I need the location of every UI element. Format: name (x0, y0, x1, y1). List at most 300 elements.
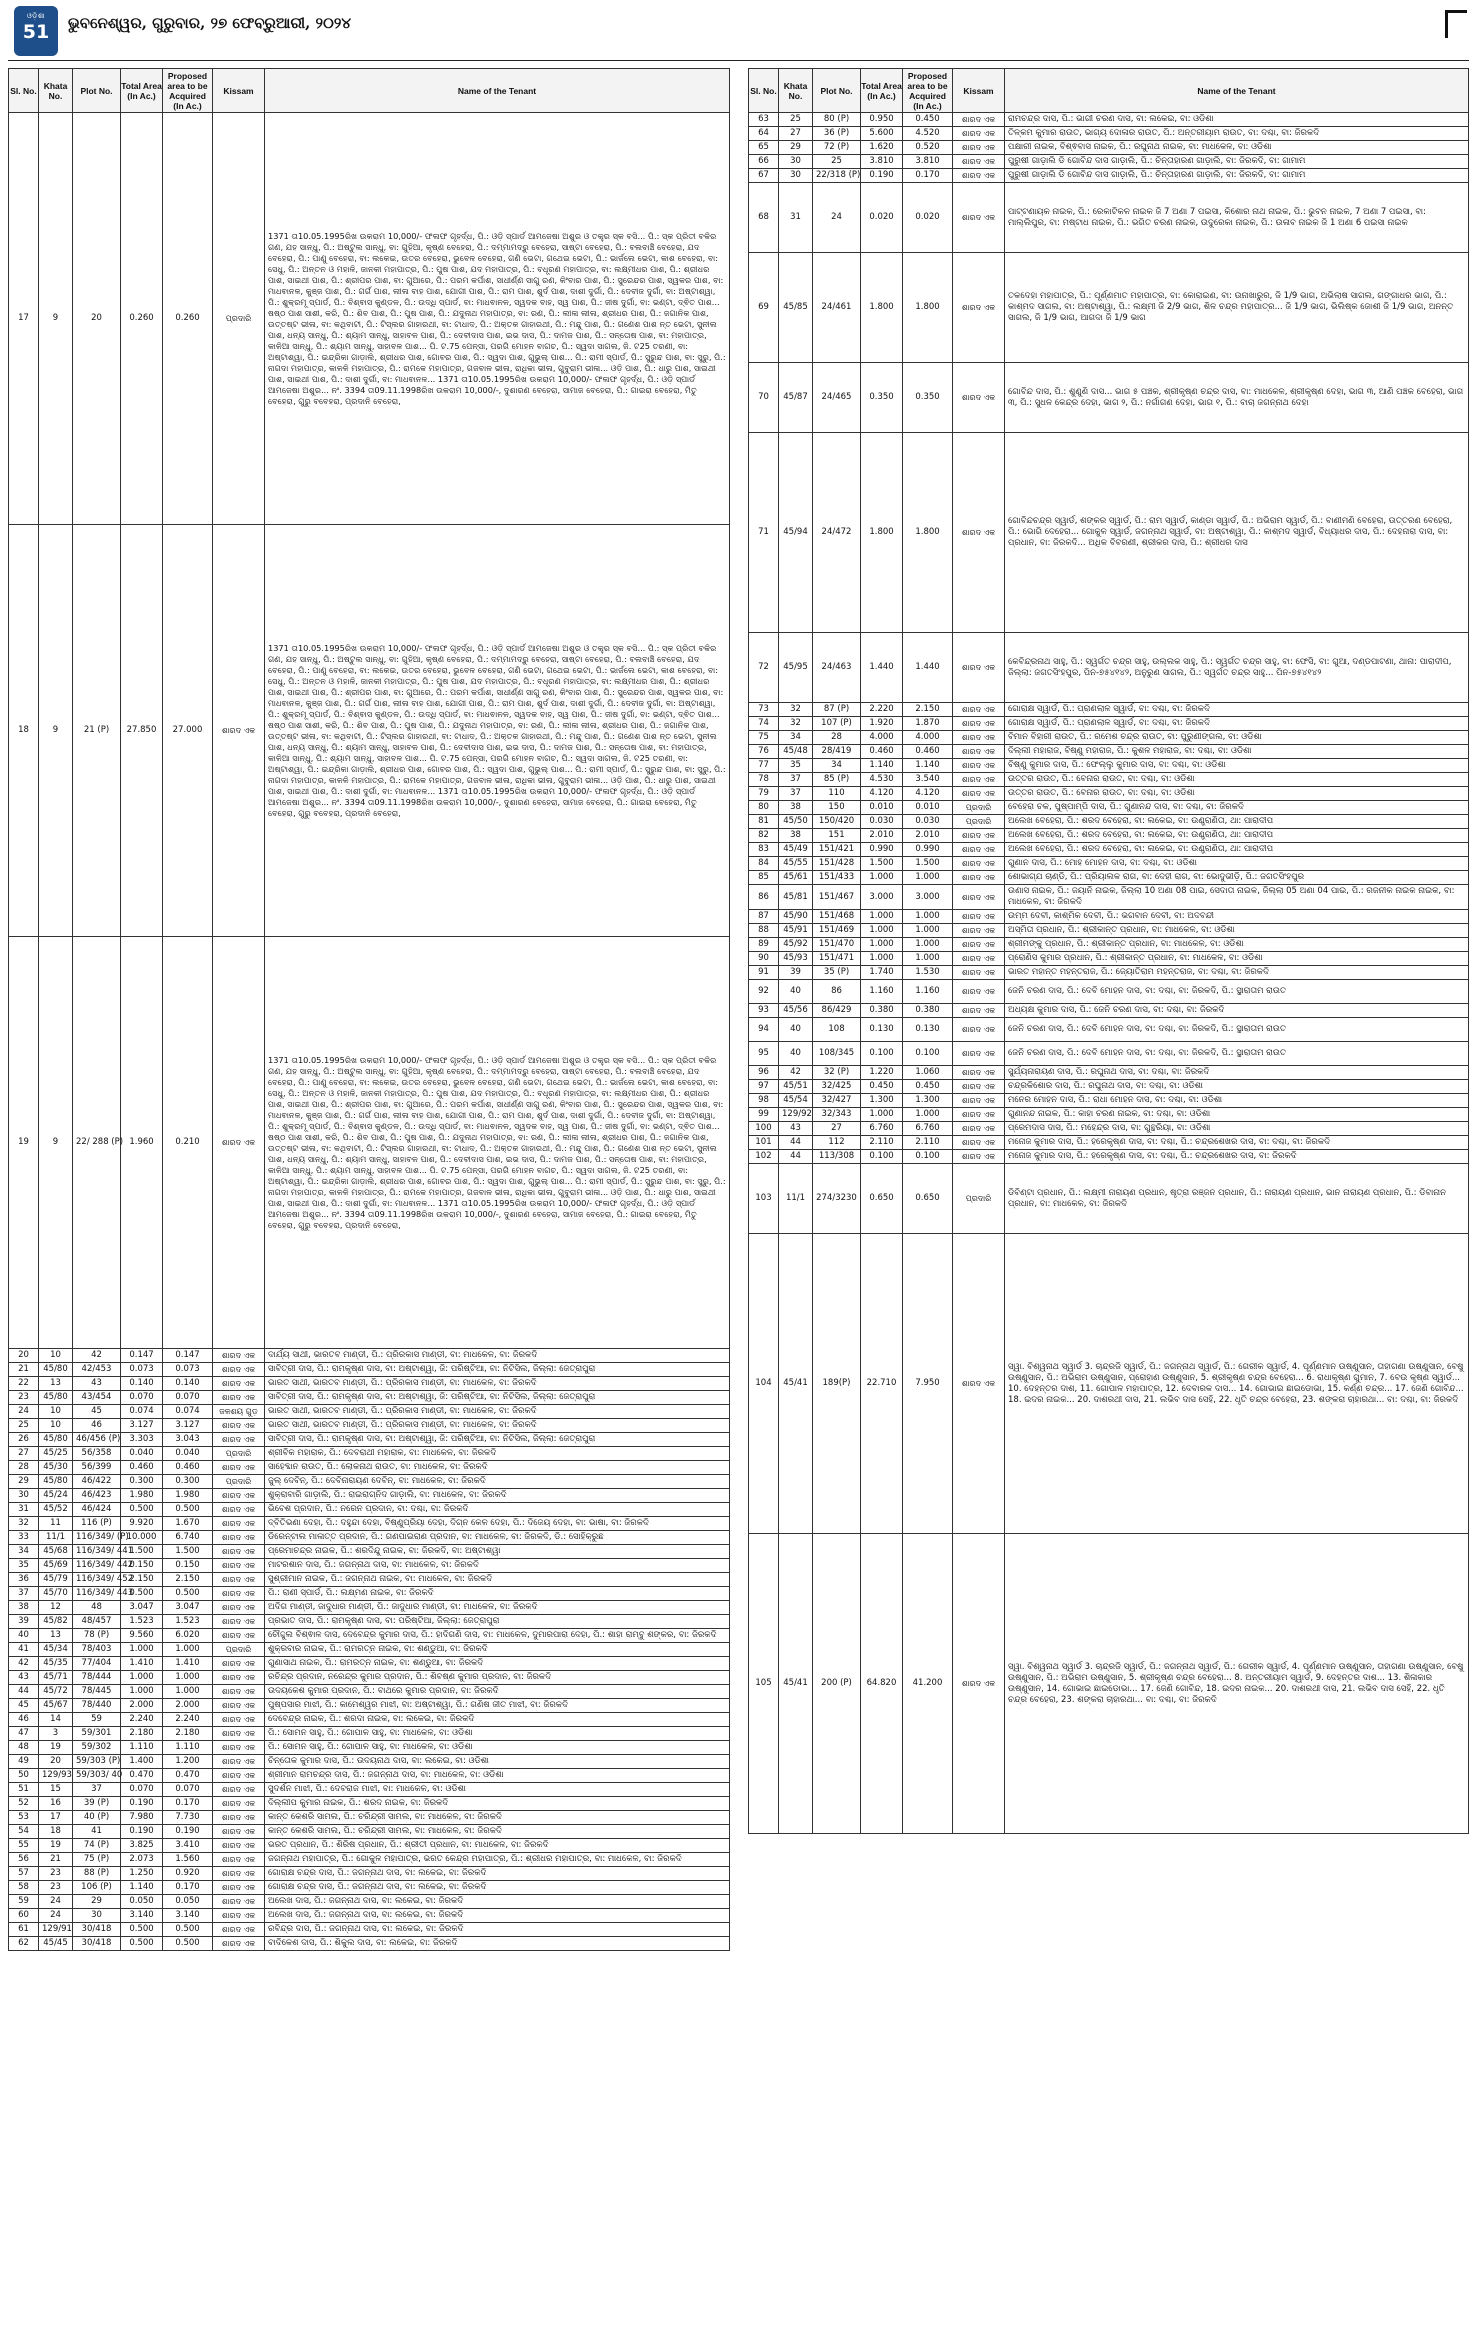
cell-proposed-area: 0.140 (163, 1377, 213, 1391)
cell-plot-no: 200 (P) (813, 1534, 861, 1834)
cell-kissam: ଶାରଦ ଏକ (213, 1867, 265, 1881)
cell-khata-no: 45/79 (39, 1573, 73, 1587)
cell-tenant-name: ପ୍ରୋଣିସ କୁମାର ପ୍ରଧାନ, ପି.: ଶ୍ରୀକାନ୍ତ ପ୍ରଧାନ, ବା: ମାଧକେଳ, ବା: ଓଡିଶା (1005, 952, 1469, 966)
cell-tenant-name: ଜଗନ୍ନାଥ ମହାପାତ୍ର, ପି.: ଗୋକୁଳ ମହାପାତ୍ର, ଭରତ କେନ୍ଦ୍ର ମହାପାତ୍ର, ପି.: ଶ୍ରୀଧର ମହାପାତ୍ର, ବା: ମାଧକେଳ, ବା: ଜିରକଦି (265, 1853, 730, 1867)
cell-khata-no: 45/80 (39, 1475, 73, 1489)
cell-proposed-area: 0.170 (163, 1797, 213, 1811)
cell-sl-no: 89 (749, 938, 779, 952)
cell-total-area: 1.220 (861, 1066, 903, 1080)
cell-kissam: ଶାରଦ ଏକ (953, 1018, 1005, 1042)
cell-khata-no: 11 (39, 1517, 73, 1531)
cell-kissam: ଶାରଦ ଏକ (213, 1489, 265, 1503)
cell-kissam: ଶାରଦ ଏକ (213, 937, 265, 1349)
cell-proposed-area: 4.120 (903, 787, 953, 801)
cell-total-area: 0.074 (121, 1405, 163, 1419)
cell-tenant-name: ଦ୍ବିତିଭଣା ଦେହା, ପି.: ଦହୁନ୍ଦା ଦେହା, ବିଷ୍ଣୁପ୍ରିୟା ଦେହା, ଦିଗ୍ନ କେଳ ଦେହା, ପି.: ଦିଜେୟ ଦେହା, ବା: ଭାଷା, ବା: ଜିରକଦି (265, 1517, 730, 1531)
cell-proposed-area: 0.050 (163, 1895, 213, 1909)
cell-tenant-name: ସ୍ୱା. ବିଶ୍ୱନାଥ ସ୍ୱାର୍ଡ 3. ଚାନ୍ଦ୍ରଜି ସ୍ୱାର୍ଡ, ପି.: ଜଗନ୍ନାଥ ସ୍ୱାର୍ଡ, ପି.: ଗେରୀକ ସ୍ୱାର୍ଡ, 4. ପୂର୍ଣ୍ଣମାନ ଉଷ୍ଣୁସାନ, ତାହାଗଣା ଉଷ୍ଣୁସାନ, ବେଷୁ ଉଷ୍ଣୁସାନ, ପି.: ଅଭିରାମ ଉଷ୍ଣୁସାନ, ପ୍ରୋହାଣ ଉଷ୍ଣୁସାନ, 5. ଶ୍ରୀକୃଷ୍ଣ ଚନ୍ଦ୍ର ବେହେରା... 6. ରାଧାକୃଷ୍ଣ ଗୁମାନ, 7. ବେଉ କୃଷ୍ଣ ସ୍ୱାର୍ଡ... 10. ଦେହନ୍ତର ଦାଶ, 11. ଗୋପାଳ ମହାପାତ୍ର, 12. ଦେବାରକ ଦାସ... 14. ଗୋଭାଇ ଛାଇଡୋଭା, 15. କର୍ଣ୍ଣ ଚନ୍ଦ୍ର... 17. ଜେଣି ଗୋବିନ୍ଦ... 18. ଇଦର ନାଇକ... 20. ଦାଶରଥୀ ଦାସ, 21. ଲଭିବ ଦାସ ସେହି, 22. ଧୃତି ଚନ୍ଦ୍ର ବେହେରା, 23. ଶଙ୍କରା ଚାହାରଥା... ବା: ଦଶ୍ଚା, ବା: ଜିରକଦି (1005, 1234, 1469, 1534)
cell-tenant-name: ଦେବେନ୍ଦ୍ର ନାଇକ, ପି.: ଶରଦା ନାଇକ, ବା: ଲକେଇ, ବା: ଜିରକଦି (265, 1713, 730, 1727)
cell-khata-no: 34 (779, 731, 813, 745)
cell-total-area: 0.070 (121, 1783, 163, 1797)
cell-total-area: 1.440 (861, 633, 903, 703)
cell-total-area: 3.303 (121, 1433, 163, 1447)
cell-plot-no: 24 (813, 183, 861, 253)
table-row (9, 1895, 730, 1909)
cell-khata-no: 45/52 (39, 1503, 73, 1517)
cell-total-area: 10.000 (121, 1531, 163, 1545)
cell-total-area: 0.460 (121, 1461, 163, 1475)
cell-khata-no: 37 (779, 773, 813, 787)
table-row (9, 1685, 730, 1699)
cell-khata-no: 45/92 (779, 938, 813, 952)
cell-kissam: ଶାରଦ ଏକ (953, 759, 1005, 773)
cell-total-area: 2.000 (121, 1699, 163, 1713)
cell-plot-no: 46/424 (73, 1503, 121, 1517)
table-row (9, 1601, 730, 1615)
cell-khata-no: 40 (779, 1042, 813, 1066)
table-row (9, 1587, 730, 1601)
cell-kissam: ଶାରଦ ଏକ (213, 1713, 265, 1727)
cell-sl-no: 40 (9, 1629, 39, 1643)
cell-plot-no: 72 (P) (813, 141, 861, 155)
cell-khata-no: 19 (39, 1741, 73, 1755)
cell-proposed-area: 3.540 (903, 773, 953, 787)
cell-kissam: ଶାରଦ ଏକ (213, 1937, 265, 1951)
cell-tenant-name: 1371 ତା10.05.1995ରିଖ ଉକରାମ 10,000/- ଫଳାଫ ଗୃହର୍ଦ୍ଧ, ପି.: ଓଡ଼ି ସ୍ପାର୍ଡ ଆମଜେଷା ଅଶୁର ଓ ତକ୍ତ୍ର ସ୍କ ବସି... ପି.: ସ୍କ ପ୍ରିତୀ ବକିର ଗଣ, ଯହ ସାନ୍ଧୁ, ପି.: ଅଷ୍ଟୁଲ ସାନ୍ଧୁ, ବା: ଗୁହିଆ, କୃଷ୍ଣ ବେହେରା, ପି.: ଦମ୍ମାମଦ୍ରୁ ବେହେରା, ସାଷ୍ଟା ବେହେରା, ପି.: ବଲବାଞ୍ଚି ବେହେରା, ଯଦ ବେହେରା, ପି.: ପାଣୁ ବେହେରା, ବା: ଲକେଇ, ଉତର ବେହେରା, ଭୁବେଳ ବେହେରା, ଗଣି ଭେଟା, ଗଥେଇ ଭେଟା, ପି.: ଭାର୍ଜଲେ ଭେଟା, କାଶ ବେହେରା, ବା: ସେଧୁ, ପି.: ଅନ୍ତନ ଓ ମହାଳି, ଜାନକୀ ମହାପାତ୍ର, ପି.: ପୁଷ ପାଶ, ଯଦ ମହାପାତ୍ର, ପି.: ବଧୂରଣ ମହାପାତ୍ର, ବା: ଲକ୍ଷ୍ମୀଧର ପାଶ, ପି.: ଶ୍ରୀଧର ପାଶ, ସାଇଥୀ ପାଶ, ପି.: ଶ୍ରୀପର ପାଶ, ବା: ଗୁଆରେ, ପି.: ପରମ କର୍ପାଶ, ସାଧୀର୍ଣ୍ଣ ସାଗୁ ରଣ, କିଂବାର ପାଶ, ପି.: ସୁରେନ୍ଦର ପାଶ, ସ୍ୱକର ପାଶ, ବା: ମାଧଵାନଳ, କୁଞ୍ଜ ପାଶ, ପି.: ଗର୍ଗ ପାଶ, ଲୀଳା ବାହ ପାଶ, ଯୋଗୀ ପାଶ, ପି.: ରାମ ପାଶ, ଶୁର୍ଦ ପାଶ, ଦାଶୀ ଦୁର୍ଗା, ପି.: ଦେବୀଜ ଦୁର୍ଗା, ବା: ଅଷ୍ଟାଶ୍ୱା, ପି.: ଶୁକ୍ରମୂ ସ୍ପାର୍ଡ, ପି.: ବିଶ୍ଵାସ କୁଣ୍ଡଳ, ପି.: ଉଦ୍ଧି ସ୍ପାର୍ଡ, ବା: ମାଧଵାନଳ, ସ୍ୱଦକ ବାହ, ସ୍ୱ ପାଶ, ପି.: ଜୀଷ ଦୁର୍ଗା, ବା: ଭଣ୍ଟା, ଦ୍ଵିତ ପାଶ... ଷଷ୍ଠ ପାଶ ସାଶୀ, କରି, ପି.: ଶିବ ପାଶ, ପି.: ପୁଷ ପାଶ, ପି.: ଯଦୁନାଥ ମହାପାତ୍ର, ବା: ରଣ, ପି.: ଲୀଳା ଲୀଳା, ଶ୍ରୀଧର ପାଶ, ପି.: ଜଗାନିକ ପାଶ, ଉତ୍ତଷ୍ଟ ଭୀଳା, ବା: କଥିବାଟୀ, ପି.: ଟିସ୍ଲର ଗାହାରଥୀ, ବା: ଟାଧାଦ, ପି.: ଅକ୍ତକ ଗାହାରଥୀ, ପି.: ମନ୍ଦୁ ପାଶ, ପି.: ଗଣେଶ ପାଶ ନ୍ତ ଭେଟା, ସୁନୀଲ ପାଶ, ଧନ୍ୟ ସାନ୍ଧୁ, ପି.: ଶ୍ୟାମ ସାନ୍ଧୁ, ସାହାବଳ ପାଶ, ପି.: ଦେବୀଦାସ ପାଶ, ଇଭ ଦାସ, ପି.: ଦାମଜ ପାଶ, ପି.: ସନ୍ତୋଷ ପାଶ, ବା: ମହାପାତ୍ର, କାଳିଆ ସାନ୍ଧୁ, ପି.: ଶ୍ୟାମ ସାନ୍ଧୁ, ସାହାବଳ ପାଶ... ପି. ଟ.75 ପେନ୍ସା, ପରଗି ମୋହନ ବାଗଚ, ପି.: ସ୍ୱଦା ସାଗଲ, ଜି. ଟ25 ତରଣୀ, ବା: ଅଷ୍ଟାଶ୍ୱା, ପି.: ଇନ୍ଦ୍ରିକା ଗାଡ଼ାଲି, ଶ୍ରୀଧର ପାଶ, ଗୋବର ପାଶ, ପି.: ସ୍ୱଦା ପାଶ, ଗୁଭୁଲ୍ ପାଶ... ପି.: ରାମୀ ସ୍ପାର୍ଡ, ପି.: ସୁରୁନ୍ଦ ପାଶ, ବା: ସୁରୁ, ପି.: ନାଗଦା ମହାପାତ୍ର, କାଳଳି ମହାପାତ୍ର, ପି.: ରାମକେ ମହାପାତ୍ର, ଗଜବାଳ ଭୀଳା, ରାଧିକା ଭୀଳା, ଗୁବୁରାମ ଭୀଳା... ଓଡ଼ି ପାଶ, ପି.: ଧାରୁ ପାଶ, ସାଇଥୀ ପାଶ, ସାଇଥୀ ପାଶ, ପି.: ଦାଶୀ ଦୁର୍ଗା, ବା: ମାଧଵାନଳ... 1371 ତା10.05.1995ରିଖ ଉକରାମ 10,000/- ଫଳାଫ ଗୃହର୍ଦ୍ଧ, ପି.: ଓଡ଼ି ସ୍ପାର୍ଡ ଆମଜେଷା ଅଶୁର... ନଂ. 3394 ତା09.11.1998ରିଖ ଉକରାମ 10,000/-, ଦୁଶାରଣ ବେହେରା, ସାମାଜ ବେହେରା, ପି.: ଗାଇରା ବେହେରା, ମିତୁ ବେହେରା, ଗୁରୁ ବବେହରା, ପ୍ରଦାନି ବେହେରା, (265, 525, 730, 937)
cell-khata-no: 10 (39, 1419, 73, 1433)
cell-total-area: 1.500 (121, 1545, 163, 1559)
cell-plot-no: 151/433 (813, 871, 861, 885)
cell-khata-no: 23 (39, 1867, 73, 1881)
cell-total-area: 1.000 (861, 1108, 903, 1122)
cell-sl-no: 21 (9, 1363, 39, 1377)
cell-tenant-name: ମାଟରଶାନ ଦାସ, ପି.: ଜଗନ୍ନାଥ ଦାସ, ବା: ମାଧକେଳ, ବା: ଜିରକଦି (265, 1559, 730, 1573)
dateline: ଭୁବନେଶ୍ୱର, ଗୁରୁବାର, ୨୭ ଫେବ୍ରୁଆରୀ, ୨୦୨୪ (68, 14, 351, 32)
cell-kissam: ଶାରଦ ଏକ (953, 966, 1005, 980)
cell-tenant-name: ଭାରତ ସାଥୀ, ଭାରତବ ମାଣ୍ଡୀ, ପି.: ପ୍ରିରକାସ ମାଣ୍ଡୀ, ବା: ମାଧକେଳ, ବା: ଜିରକଦି (265, 1377, 730, 1391)
cell-plot-no: 59/303 (P) (73, 1755, 121, 1769)
cell-proposed-area: 2.180 (163, 1727, 213, 1741)
cell-tenant-name: ଗୁଣାସାଥ ନାଇକ, ପି.: ରାମରତ୍ନ ନାଇକ, ବା: ଶଣ୍ଡୁଆ, ବା: ଜିରକଦି (265, 1657, 730, 1671)
cell-tenant-name: ରାମଚନ୍ଦ୍ର ଦାସ, ପି.: ଭାଗୀ ଚରଣ ଦାସ, ବା: ଲକେଇ, ବା: ଓଡିଶା (1005, 113, 1469, 127)
cell-total-area: 3.140 (121, 1909, 163, 1923)
table-row (749, 1234, 1469, 1534)
cell-proposed-area: 1.000 (163, 1671, 213, 1685)
cell-proposed-area: 1.980 (163, 1489, 213, 1503)
cell-proposed-area: 6.020 (163, 1629, 213, 1643)
table-row (749, 1136, 1469, 1150)
cell-sl-no: 80 (749, 801, 779, 815)
table-row (9, 1643, 730, 1657)
table-row (9, 1741, 730, 1755)
cell-proposed-area: 1.800 (903, 433, 953, 633)
cell-sl-no: 49 (9, 1755, 39, 1769)
cell-tenant-name: 1371 ତା10.05.1995ରିଖ ଉକରାମ 10,000/- ଫଳାଫ ଗୃହର୍ଦ୍ଧ, ପି.: ଓଡ଼ି ସ୍ପାର୍ଡ ଆମଜେଷା ଅଶୁର ଓ ତକ୍ତ୍ର ସ୍କ ବସି... ପି.: ସ୍କ ପ୍ରିତୀ ବକିର ଗଣ, ଯହ ସାନ୍ଧୁ, ପି.: ଅଷ୍ଟୁଲ ସାନ୍ଧୁ, ବା: ଗୁହିଆ, କୃଷ୍ଣ ବେହେରା, ପି.: ଦମ୍ମାମଦ୍ରୁ ବେହେରା, ସାଷ୍ଟା ବେହେରା, ପି.: ବଲବାଞ୍ଚି ବେହେରା, ଯଦ ବେହେରା, ପି.: ପାଣୁ ବେହେରା, ବା: ଲକେଇ, ଉତର ବେହେରା, ଭୁବେଳ ବେହେରା, ଗଣି ଭେଟା, ଗଥେଇ ଭେଟା, ପି.: ଭାର୍ଜଲେ ଭେଟା, କାଶ ବେହେରା, ବା: ସେଧୁ, ପି.: ଅନ୍ତନ ଓ ମହାଳି, ଜାନକୀ ମହାପାତ୍ର, ପି.: ପୁଷ ପାଶ, ଯଦ ମହାପାତ୍ର, ପି.: ବଧୂରଣ ମହାପାତ୍ର, ବା: ଲକ୍ଷ୍ମୀଧର ପାଶ, ପି.: ଶ୍ରୀଧର ପାଶ, ସାଇଥୀ ପାଶ, ପି.: ଶ୍ରୀପର ପାଶ, ବା: ଗୁଆରେ, ପି.: ପରମ କର୍ପାଶ, ସାଧୀର୍ଣ୍ଣ ସାଗୁ ରଣ, କିଂବାର ପାଶ, ପି.: ସୁରେନ୍ଦର ପାଶ, ସ୍ୱକର ପାଶ, ବା: ମାଧଵାନଳ, କୁଞ୍ଜ ପାଶ, ପି.: ଗର୍ଗ ପାଶ, ଲୀଳା ବାହ ପାଶ, ଯୋଗୀ ପାଶ, ପି.: ରାମ ପାଶ, ଶୁର୍ଦ ପାଶ, ଦାଶୀ ଦୁର୍ଗା, ପି.: ଦେବୀଜ ଦୁର୍ଗା, ବା: ଅଷ୍ଟାଶ୍ୱା, ପି.: ଶୁକ୍ରମୂ ସ୍ପାର୍ଡ, ପି.: ବିଶ୍ଵାସ କୁଣ୍ଡଳ, ପି.: ଉଦ୍ଧି ସ୍ପାର୍ଡ, ବା: ମାଧଵାନଳ, ସ୍ୱଦକ ବାହ, ସ୍ୱ ପାଶ, ପି.: ଜୀଷ ଦୁର୍ଗା, ବା: ଭଣ୍ଟା, ଦ୍ଵିତ ପାଶ... ଷଷ୍ଠ ପାଶ ସାଶୀ, କରି, ପି.: ଶିବ ପାଶ, ପି.: ପୁଷ ପାଶ, ପି.: ଯଦୁନାଥ ମହାପାତ୍ର, ବା: ରଣ, ପି.: ଲୀଳା ଲୀଳା, ଶ୍ରୀଧର ପାଶ, ପି.: ଜଗାନିକ ପାଶ, ଉତ୍ତଷ୍ଟ ଭୀଳା, ବା: କଥିବାଟୀ, ପି.: ଟିସ୍ଲର ଗାହାରଥୀ, ବା: ଟାଧାଦ, ପି.: ଅକ୍ତକ ଗାହାରଥୀ, ପି.: ମନ୍ଦୁ ପାଶ, ପି.: ଗଣେଶ ପାଶ ନ୍ତ ଭେଟା, ସୁନୀଲ ପାଶ, ଧନ୍ୟ ସାନ୍ଧୁ, ପି.: ଶ୍ୟାମ ସାନ୍ଧୁ, ସାହାବଳ ପାଶ, ପି.: ଦେବୀଦାସ ପାଶ, ଇଭ ଦାସ, ପି.: ଦାମଜ ପାଶ, ପି.: ସନ୍ତୋଷ ପାଶ, ବା: ମହାପାତ୍ର, କାଳିଆ ସାନ୍ଧୁ, ପି.: ଶ୍ୟାମ ସାନ୍ଧୁ, ସାହାବଳ ପାଶ... ପି. ଟ.75 ପେନ୍ସା, ପରଗି ମୋହନ ବାଗଚ, ପି.: ସ୍ୱଦା ସାଗଲ, ଜି. ଟ25 ତରଣୀ, ବା: ଅଷ୍ଟାଶ୍ୱା, ପି.: ଇନ୍ଦ୍ରିକା ଗାଡ଼ାଲି, ଶ୍ରୀଧର ପାଶ, ଗୋବର ପାଶ, ପି.: ସ୍ୱଦା ପାଶ, ଗୁଭୁଲ୍ ପାଶ... ପି.: ରାମୀ ସ୍ପାର୍ଡ, ପି.: ସୁରୁନ୍ଦ ପାଶ, ବା: ସୁରୁ, ପି.: ନାଗଦା ମହାପାତ୍ର, କାଳଳି ମହାପାତ୍ର, ପି.: ରାମକେ ମହାପାତ୍ର, ଗଜବାଳ ଭୀଳା, ରାଧିକା ଭୀଳା, ଗୁବୁରାମ ଭୀଳା... ଓଡ଼ି ପାଶ, ପି.: ଧାରୁ ପାଶ, ସାଇଥୀ ପାଶ, ସାଇଥୀ ପାଶ, ପି.: ଦାଶୀ ଦୁର୍ଗା, ବା: ମାଧଵାନଳ... 1371 ତା10.05.1995ରିଖ ଉକରାମ 10,000/- ଫଳାଫ ଗୃହର୍ଦ୍ଧ, ପି.: ଓଡ଼ି ସ୍ପାର୍ଡ ଆମଜେଷା ଅଶୁର... ନଂ. 3394 ତା09.11.1998ରିଖ ଉକରାମ 10,000/-, ଦୁଶାରଣ ବେହେରା, ସାମାଜ ବେହେରା, ପି.: ଗାଇରା ବେହେରା, ମିତୁ ବେହେରା, ଗୁରୁ ବବେହରା, ପ୍ରଦାନି ବେହେରା, (265, 113, 730, 525)
cell-plot-no: 32/343 (813, 1108, 861, 1122)
cell-khata-no: 45/95 (779, 633, 813, 703)
cell-sl-no: 96 (749, 1066, 779, 1080)
cell-plot-no: 150/420 (813, 815, 861, 829)
cell-kissam: ଶାରଦ ଏକ (213, 1363, 265, 1377)
cell-tenant-name: ମନୋଜ କୁମାର ଦାସ, ପି.: ହରେକୃଷ୍ଣ ଦାସ, ବା: ଦଶ୍ଚା, ପି.: ଚନ୍ଦ୍ରଶେଖର ଦାସ, ବା: ଜିରକଦି (1005, 1150, 1469, 1164)
cell-kissam: ଶାରଦ ଏକ (213, 1503, 265, 1517)
cell-tenant-name: ପ୍ରେମଦାସ ଦାସ, ପି.: ମହେନ୍ଦ୍ର ଦାସ, ବା: ଗୁନ୍ଥରିୟା, ବା: ଓଡିଶା (1005, 1122, 1469, 1136)
cell-plot-no: 24/461 (813, 253, 861, 363)
cell-plot-no: 116/349/ 452 (73, 1573, 121, 1587)
cell-plot-no: 78/440 (73, 1699, 121, 1713)
table-row (749, 717, 1469, 731)
cell-tenant-name: କାନ୍ତ କେଶରି ସାମଲ, ପି.: ଚରିନ୍ଦ୍ରୀ ସାମଲ, ବା: ମାଧକେଳ, ବା: ଜିରକଦି (265, 1825, 730, 1839)
cell-proposed-area: 41.200 (903, 1534, 953, 1834)
table-row (749, 1018, 1469, 1042)
table-row (9, 1405, 730, 1419)
cell-plot-no: 24/465 (813, 363, 861, 433)
cell-khata-no: 30 (779, 169, 813, 183)
cell-total-area: 0.100 (861, 1150, 903, 1164)
table-row (749, 155, 1469, 169)
cell-khata-no: 45/68 (39, 1545, 73, 1559)
cell-kissam: ଶାରଦ ଏକ (953, 980, 1005, 1004)
cell-sl-no: 24 (9, 1405, 39, 1419)
cell-proposed-area: 0.500 (163, 1503, 213, 1517)
cell-plot-no: 113/308 (813, 1150, 861, 1164)
table-row (749, 731, 1469, 745)
table-row (749, 787, 1469, 801)
cell-plot-no: 20 (73, 113, 121, 525)
cell-tenant-name: ଜେନି ଚରଣ ଦାସ, ପି.: ଦେବି ମୋହନ ଦାସ, ବା: ଦଶ୍ଚା, ବା: ଜିରକଦି, ପି.: ସ୍ଥାରାତାମ ରାଉତ (1005, 1042, 1469, 1066)
table-row (9, 1629, 730, 1643)
cell-kissam: ଶାରଦ ଏକ (953, 924, 1005, 938)
cell-plot-no: 41 (73, 1825, 121, 1839)
cell-tenant-name: ପକ୍ଷାରୀ ନାଇକ, ବିଶ୍ଵବାସ ନାଇକ, ପି.: ରଘୁନାଥ ନାଇକ, ବା: ମାଧକେଳ, ବା: ଓଡିଶା (1005, 141, 1469, 155)
cell-total-area: 9.560 (121, 1629, 163, 1643)
cell-plot-no: 56/399 (73, 1461, 121, 1475)
cell-khata-no: 9 (39, 113, 73, 525)
cell-kissam: ଶାରଦ ଏକ (953, 703, 1005, 717)
cell-sl-no: 85 (749, 871, 779, 885)
cell-sl-no: 62 (9, 1937, 39, 1951)
cell-proposed-area: 0.074 (163, 1405, 213, 1419)
cell-plot-no: 46 (73, 1419, 121, 1433)
table-row (9, 1839, 730, 1853)
cell-kissam: ଶାରଦ ଏକ (213, 1699, 265, 1713)
cell-khata-no: 30 (779, 155, 813, 169)
cell-kissam: ଶାରଦ ଏକ (953, 1136, 1005, 1150)
cell-total-area: 0.260 (121, 113, 163, 525)
cell-kissam: ଶାରଦ ଏକ (953, 633, 1005, 703)
cell-sl-no: 28 (9, 1461, 39, 1475)
cell-total-area: 2.180 (121, 1727, 163, 1741)
cell-kissam: ଶାରଦ ଏକ (213, 1853, 265, 1867)
cell-total-area: 1.000 (121, 1643, 163, 1657)
cell-proposed-area: 1.000 (163, 1685, 213, 1699)
cell-sl-no: 22 (9, 1377, 39, 1391)
cell-plot-no: 151 (813, 829, 861, 843)
cell-kissam: ଶାରଦ ଏକ (953, 1094, 1005, 1108)
cell-total-area: 1.400 (121, 1755, 163, 1769)
cell-plot-no: 108/345 (813, 1042, 861, 1066)
cell-kissam: ଶାରଦ ଏକ (953, 1122, 1005, 1136)
cell-khata-no: 40 (779, 980, 813, 1004)
gazette-logo (14, 6, 58, 56)
cell-khata-no: 9 (39, 525, 73, 937)
cell-tenant-name: ପି.: ସୋମନ ସାହୁ, ପି.: ଗୋପାଳ ସାହୁ, ବା: ମାଧକେଳ, ବା: ଓଡିଶା (265, 1741, 730, 1755)
cell-khata-no: 10 (39, 1405, 73, 1419)
cell-plot-no: 27 (813, 1122, 861, 1136)
cell-proposed-area: 1.300 (903, 1094, 953, 1108)
cell-tenant-name: ଭାରତ ସାଥୀ, ଭାରତବ ମାଣ୍ଡୀ, ପି.: ପ୍ରିରକାସ ମାଣ୍ଡୀ, ବା: ମାଧକେଳ, ବା: ଜିରକଦି (265, 1405, 730, 1419)
cell-kissam: ଶାରଦ ଏକ (953, 433, 1005, 633)
cell-kissam: ଶାରଦ ଏକ (953, 141, 1005, 155)
cell-kissam: ଶାରଦ ଏକ (213, 525, 265, 937)
cell-proposed-area: 0.210 (163, 937, 213, 1349)
cell-sl-no: 34 (9, 1545, 39, 1559)
cell-plot-no: 110 (813, 787, 861, 801)
cell-total-area: 1.800 (861, 433, 903, 633)
table-row (9, 1755, 730, 1769)
cell-tenant-name: ଦିଲ୍ଲୀପ କୁମାର ନାଇକ, ପି.: ଶରଦ ନାଇକ, ବା: ଜିରକଦି (265, 1797, 730, 1811)
cell-tenant-name: ଜେନି ଚରଣ ଦାସ, ପି.: ଦେବି ମୋହନ ଦାସ, ବା: ଦଶ୍ଚା, ବା: ଜିରକଦି, ପି.: ସ୍ଥାରାତାମ ରାଉତ (1005, 1018, 1469, 1042)
cell-proposed-area: 1.140 (903, 759, 953, 773)
cell-tenant-name: ଗୁଣାନନ୍ଦ ନାଇକ, ପି.: କାହା ଚରଣ ନାଇକ, ବା: ଦଶ୍ଚା, ବା: ଓଡିଶା (1005, 1108, 1469, 1122)
tenant-table-left (8, 68, 730, 1951)
cell-tenant-name: ରଚିନ୍ଦ୍ର ପ୍ରଦାନ, ନରେନ୍ଦ୍ର କୁମାର ପ୍ରଦାନ, ପି.: ଶିବଷ୍ଣ କୁମାର ପ୍ରଦାନ, ବା: ଜିରକଦି (265, 1671, 730, 1685)
cell-plot-no: 78/444 (73, 1671, 121, 1685)
cell-total-area: 1.300 (861, 1094, 903, 1108)
cell-tenant-name: ଉଣାସ ନାଇକ, ପି.: ଜୟାନି ନାଇକ, ଜିଲ୍ଲା 10 ଅଣା 08 ପାଇ, ସେଦାତା ନାଇକ, ଜିଲ୍ଲା 05 ଅଣା 04 ପାଇ, ପି.: ରଜନୀକ ନାଇକ ନାଇକ, ବା: ମାଧକେଳ, ବା: ଜିରକଦି (1005, 885, 1469, 910)
cell-kissam: ଶାରଦ ଏକ (213, 1769, 265, 1783)
cell-kissam: ଶାରଦ ଏକ (953, 952, 1005, 966)
cell-sl-no: 23 (9, 1391, 39, 1405)
table-row (9, 1853, 730, 1867)
table-row (9, 1615, 730, 1629)
cell-proposed-area: 0.300 (163, 1475, 213, 1489)
cell-kissam: ଶାରଦ ଏକ (213, 1909, 265, 1923)
cell-kissam: ଶାରଦ ଏକ (213, 1825, 265, 1839)
cell-kissam: ଜଳଶୟ ଗୁଡ଼ (213, 1405, 265, 1419)
cell-kissam: ଶାରଦ ଏକ (213, 1797, 265, 1811)
cell-tenant-name: ଉତ୍ତର ରାଉତ, ପି.: ବେନାର ରାଉତ, ବା: ଦଶ୍ଚା, ବା: ଓଡିଶା (1005, 787, 1469, 801)
cell-khata-no: 45/80 (39, 1433, 73, 1447)
cell-khata-no: 45/94 (779, 433, 813, 633)
cell-plot-no: 189(P) (813, 1234, 861, 1534)
cell-proposed-area: 1.000 (903, 938, 953, 952)
cell-tenant-name: ତିଳ୍କମ କୁମାର ରାଉତ, ଭାଗ୍ୟ ଦୋଳାର ରାଉତ, ପି.: ଅନ୍ତରୀୟାମ ରାଉତ, ବା: ଦଶ୍ଚା, ବା: ଜିରକଦି (1005, 127, 1469, 141)
cell-tenant-name: ଉମ୍ମ ଦେବୀ, କାଶ୍ମିକ ଦେବୀ, ପି.: ଭଗବାନ ଦେବୀ, ବା: ଅଦବନ୍ଦୀ (1005, 910, 1469, 924)
cell-proposed-area: 0.150 (163, 1559, 213, 1573)
table-row (749, 924, 1469, 938)
table-row (749, 1534, 1469, 1834)
cell-sl-no: 76 (749, 745, 779, 759)
cell-sl-no: 45 (9, 1699, 39, 1713)
cell-total-area: 0.040 (121, 1447, 163, 1461)
cell-proposed-area: 0.460 (163, 1461, 213, 1475)
table-row (749, 759, 1469, 773)
col-total-area: Total Area (In Ac.) (121, 69, 163, 113)
cell-khata-no: 45/67 (39, 1699, 73, 1713)
table-row (9, 1559, 730, 1573)
table-row (749, 1094, 1469, 1108)
cell-khata-no: 9 (39, 937, 73, 1349)
cell-total-area: 0.650 (861, 1164, 903, 1234)
cell-total-area: 27.850 (121, 525, 163, 937)
cell-plot-no: 42 (73, 1349, 121, 1363)
cell-kissam: ଶାରଦ ଏକ (213, 1615, 265, 1629)
cell-sl-no: 63 (749, 113, 779, 127)
cell-tenant-name: ଭାରତ ସାଥୀ, ଭାରତବ ମାଣ୍ଡୀ, ପି.: ପ୍ରିରକାସ ମାଣ୍ଡୀ, ବା: ମାଧକେଳ, ବା: ଜିରକଦି (265, 1419, 730, 1433)
left-column (8, 68, 730, 1951)
cell-plot-no: 77/404 (73, 1657, 121, 1671)
col-tenant: Name of the Tenant (265, 69, 730, 113)
cell-proposed-area: 1.530 (903, 966, 953, 980)
cell-khata-no: 3 (39, 1727, 73, 1741)
cell-sl-no: 72 (749, 633, 779, 703)
col-proposed-area: Proposed area to be Acquired (In Ac.) (903, 69, 953, 113)
cell-khata-no: 45/80 (39, 1391, 73, 1405)
cell-plot-no: 30/418 (73, 1923, 121, 1937)
cell-sl-no: 95 (749, 1042, 779, 1066)
cell-total-area: 1.740 (861, 966, 903, 980)
table-row (9, 1909, 730, 1923)
cell-khata-no: 43 (779, 1122, 813, 1136)
cell-sl-no: 70 (749, 363, 779, 433)
right-table-body (749, 113, 1469, 1834)
cell-total-area: 0.190 (861, 169, 903, 183)
table-row (9, 525, 730, 937)
cell-proposed-area: 0.500 (163, 1587, 213, 1601)
cell-kissam: ଶାରଦ ଏକ (953, 1004, 1005, 1018)
cell-sl-no: 86 (749, 885, 779, 910)
cell-sl-no: 55 (9, 1839, 39, 1853)
cell-tenant-name: ପ୍ରେମାଚନ୍ଦ୍ର ନାଇକ, ପି.: ଶରଦିନ୍ଦୁ ନାଇକ, ବା: ଜିରକଦି, ବା: ଅଷ୍ଟାଶ୍ୱା (265, 1545, 730, 1559)
cell-plot-no: 107 (P) (813, 717, 861, 731)
cell-plot-no: 43 (73, 1377, 121, 1391)
cell-tenant-name: ଚୌଦ୍ଦୁଲ ବିଶ୍ଵାଳ ଦାସ, ଦେବେନ୍ଦ୍ର କୁମାର ଦାସ, ପି.: ହାଦିଗଣି ଦାସ, ବା: ମାଧକେଳ, ଦୁମାରପାରା ଦେହା, ପି.: ଶାହା ରାମ୍ବୁ ଶଙ୍କର, ବା: ଜିରକଦି (265, 1629, 730, 1643)
cell-kissam: ଶାରଦ ଏକ (953, 1150, 1005, 1164)
cell-total-area: 2.150 (121, 1573, 163, 1587)
cell-khata-no: 45/41 (779, 1534, 813, 1834)
cell-total-area: 3.000 (861, 885, 903, 910)
cell-sl-no: 78 (749, 773, 779, 787)
cell-khata-no: 45/35 (39, 1657, 73, 1671)
cell-tenant-name: ଶ୍ରୀମଙ୍କୁ ପ୍ରଧାନ, ପି.: ଶ୍ରୀକାନ୍ତ ପ୍ରଧାନ, ବା: ମାଧକେଳ, ବା: ଓଡିଶା (1005, 938, 1469, 952)
cell-total-area: 0.100 (861, 1042, 903, 1066)
cell-tenant-name: ସୁଦର୍ଶନ ମାଝୀ, ପି.: ଦେବରାଜ ମାଝୀ, ବା: ମାଧକେଳ, ବା: ଓଡିଶା (265, 1783, 730, 1797)
cell-kissam: ଶାରଦ ଏକ (953, 155, 1005, 169)
cell-total-area: 0.070 (121, 1391, 163, 1405)
cell-kissam: ଶାରଦ ଏକ (213, 1433, 265, 1447)
cell-total-area: 0.500 (121, 1587, 163, 1601)
cell-kissam: ଶାରଦ ଏକ (953, 857, 1005, 871)
cell-proposed-area: 7.730 (163, 1811, 213, 1825)
cell-khata-no: 39 (779, 966, 813, 980)
cell-sl-no: 101 (749, 1136, 779, 1150)
cell-sl-no: 99 (749, 1108, 779, 1122)
cell-sl-no: 54 (9, 1825, 39, 1839)
cell-sl-no: 75 (749, 731, 779, 745)
cell-plot-no: 48/457 (73, 1615, 121, 1629)
cell-sl-no: 33 (9, 1531, 39, 1545)
cell-khata-no: 45/85 (779, 253, 813, 363)
cell-tenant-name: ପି.: ରାଣୀ ସ୍ପାର୍ଡ, ପି.: ଲକ୍ଷ୍ମଣ ନାଇକ, ବା: ଜିରକଦି (265, 1587, 730, 1601)
table-row (9, 1573, 730, 1587)
cell-total-area: 3.127 (121, 1419, 163, 1433)
cell-plot-no: 116/349/ (P) (73, 1531, 121, 1545)
cell-tenant-name: ସାବିତ୍ରୀ ଦାସ, ପି.: ରାମକୃଷ୍ଣ ଦାସ, ବା: ଅଷ୍ଟାଶ୍ୱା, ଜି: ପରିଷ୍ଟିଆ, ବା: ନିଟିସିଲ, ଜିଲ୍ଲା: ଜେତ୍ରାପୁରା (265, 1391, 730, 1405)
cell-tenant-name: ଚନ୍ଦ୍ରକିଶୋର ଦାସ, ପି.: ରଘୁନାଥ ଦାସ, ବା: ଦଶ୍ଚା, ବା: ଓଡିଶା (1005, 1080, 1469, 1094)
table-row (749, 857, 1469, 871)
cell-plot-no: 22/318 (P) (813, 169, 861, 183)
cell-proposed-area: 3.047 (163, 1601, 213, 1615)
cell-khata-no: 45/34 (39, 1643, 73, 1657)
cell-plot-no: 46/423 (73, 1489, 121, 1503)
cell-sl-no: 59 (9, 1895, 39, 1909)
cell-total-area: 0.500 (121, 1503, 163, 1517)
cell-proposed-area: 4.520 (903, 127, 953, 141)
cell-sl-no: 67 (749, 169, 779, 183)
cell-tenant-name: ସାବିତ୍ରୀ ଦାସ, ପି.: ରାମକୃଷ୍ଣ ଦାସ, ବା: ଅଷ୍ଟାଶ୍ୱା, ଜି: ପରିଷ୍ଟିଆ, ବା: ନିଟିସିଲ, ଜିଲ୍ଲା: ଜେତ୍ରାପୁରା (265, 1433, 730, 1447)
cell-sl-no: 92 (749, 980, 779, 1004)
cell-sl-no: 105 (749, 1534, 779, 1834)
cell-khata-no: 19 (39, 1839, 73, 1853)
cell-plot-no: 86/429 (813, 1004, 861, 1018)
cell-sl-no: 61 (9, 1923, 39, 1937)
cell-plot-no: 43/454 (73, 1391, 121, 1405)
col-sl: Sl. No. (749, 69, 779, 113)
cell-total-area: 0.130 (861, 1018, 903, 1042)
col-kissam: Kissam (213, 69, 265, 113)
cell-plot-no: 35 (P) (813, 966, 861, 980)
cell-proposed-area: 1.000 (903, 952, 953, 966)
cell-proposed-area: 0.260 (163, 113, 213, 525)
cell-khata-no: 27 (779, 127, 813, 141)
cell-proposed-area: 0.010 (903, 801, 953, 815)
cell-sl-no: 42 (9, 1657, 39, 1671)
table-row (749, 169, 1469, 183)
cell-total-area: 0.140 (121, 1377, 163, 1391)
cell-tenant-name: ସୁଶ୍ରୀମାନ ନାଇକ, ପି.: ଜଗନ୍ନାଥ ନାଇକ, ବା: ମାଧକେଳ, ବା: ଜିରକଦି (265, 1573, 730, 1587)
cell-total-area: 0.050 (121, 1895, 163, 1909)
cell-kissam: ଶାରଦ ଏକ (953, 938, 1005, 952)
col-plot: Plot No. (813, 69, 861, 113)
cell-khata-no: 45/90 (779, 910, 813, 924)
cell-kissam: ଶାରଦ ଏକ (213, 1377, 265, 1391)
cell-kissam: ଶାରଦ ଏକ (953, 731, 1005, 745)
cell-tenant-name: ଅଲେଖ ବେହେରା, ପି.: ଶରଦ ବେହେରା, ବା: ଲକେଇ, ବା: ଉଣ୍ଡ୍ରାଣିତା, ଥା: ପାରାଦୀପ (1005, 829, 1469, 843)
cell-tenant-name: ଶୁକ୍ରାବାରି ଗାଡ଼ାଲି, ପି.: ରାଇରାଗ୍ନିଦ ଗାଡ଼ାଲି, ବା: ମାଧକେଳ, ବା: ଜିରକଦି (265, 1489, 730, 1503)
cell-tenant-name: ମନେର ମୋହନ ଦାସ, ପି.: ରାଧା ମୋହନ ଦାସ, ବା: ଦଶ୍ଚା, ବା: ଓଡିଶା (1005, 1094, 1469, 1108)
cell-total-area: 1.980 (121, 1489, 163, 1503)
cell-sl-no: 31 (9, 1503, 39, 1517)
cell-khata-no: 129/93 (39, 1769, 73, 1783)
cell-plot-no: 87 (P) (813, 703, 861, 717)
cell-proposed-area: 0.500 (163, 1923, 213, 1937)
cell-plot-no: 59 (73, 1713, 121, 1727)
table-row (749, 815, 1469, 829)
cell-kissam: ପ୍ରଦାରି (213, 1475, 265, 1489)
cell-kissam: ଶାରଦ ଏକ (213, 1419, 265, 1433)
cell-sl-no: 43 (9, 1671, 39, 1685)
table-row (749, 1108, 1469, 1122)
cell-sl-no: 79 (749, 787, 779, 801)
cell-proposed-area: 3.410 (163, 1839, 213, 1853)
table-row (9, 1489, 730, 1503)
table-row (749, 633, 1469, 703)
cell-kissam: ଶାରଦ ଏକ (213, 1573, 265, 1587)
cell-tenant-name: ଡିବିଣ୍ଟା ପ୍ରଧାନ, ପି.: ଲକ୍ଷ୍ମୀ ନାରାୟଣ ପ୍ରଧାନ, ଷୃତ୍ରା ରଞ୍ଜନ ପ୍ରଧାନ, ପି.: ନାରାୟଣ ପ୍ରଧାନ, ଭାନ ନାରାୟଣ ପ୍ରଧାନ, ପି.: ଡିବାନାନ ପ୍ରଧାନ, ବା: ମାଧକେଳ, ବା: ଜିରକଦି (1005, 1164, 1469, 1234)
cell-plot-no: 80 (P) (813, 113, 861, 127)
cell-proposed-area: 1.000 (903, 1108, 953, 1122)
